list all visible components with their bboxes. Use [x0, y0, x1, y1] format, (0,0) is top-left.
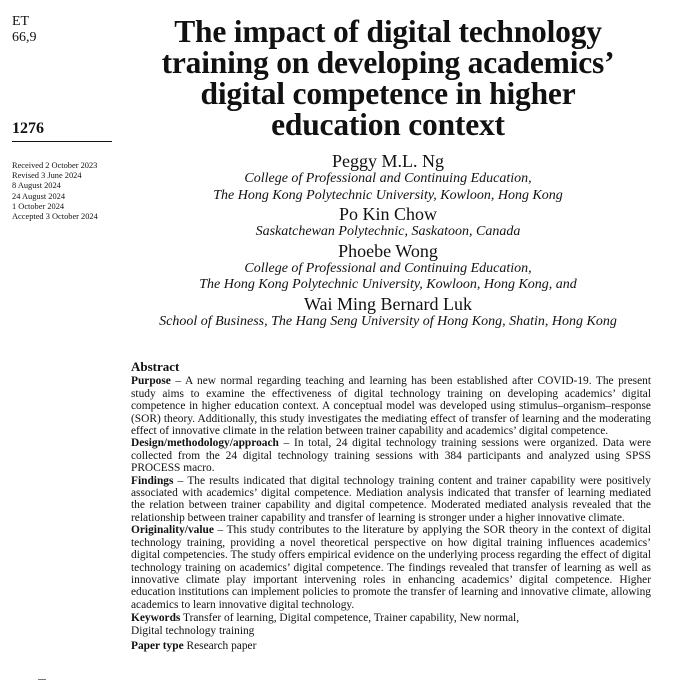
abstract-design [131, 437, 651, 474]
section-text: This study contributes to the literature by applying the SOR theory in the context of digital technology training, providing a novel theoretical perspective on how digital training influences academics’ digital competencies. The study offers empirical evidence on the underlying process regarding the effect of digital technology training on academics’ digital competence. The findings revealed that transfer of learning as well as innovative climate play important intervening roles in enhancing academics’ digital competence. Higher education institutions can implement policies to promote the transfer of learning and innovative climate, allowing academics to learn innovative digital technology. [131, 524, 652, 611]
section-label: Purpose [131, 375, 171, 388]
keywords-label: Keywords [131, 612, 181, 625]
title-line: education context [271, 107, 505, 142]
section-label: Originality/value [131, 524, 214, 537]
section-separator: – [213, 524, 227, 537]
author-name: Po Kin Chow [338, 204, 437, 224]
abstract-findings [131, 475, 651, 525]
section-text: The results indicated that digital technology training content and trainer capability were positively associated with academics’ digital competence. Mediation analysis indicated that transfer of learning mediated the relation between trainer capability and digital competence. Moderated mediated analysis revealed that the relationship between trainer capability and transfer of learning is stronger under a higher innovative climate. [131, 474, 651, 524]
paper-type [131, 640, 651, 652]
author-name: Phoebe Wong [338, 240, 438, 261]
author-affiliation: School of Business, The Hang Seng University of Hong Kong, Shatin, Hong Kong [159, 313, 617, 329]
keywords-line: Digital technology training [131, 624, 255, 637]
section-text: In total, 24 digital technology training sessions were organized. Data were collected from the 24 digital technology training sessions with 384 participants and analyzed using SPSS PROCESS macro. [131, 437, 652, 475]
abstract-purpose [131, 375, 651, 437]
abstract [131, 361, 651, 652]
title-line: digital competence in higher [200, 76, 576, 111]
section-separator: – [278, 437, 295, 450]
journal-info [12, 14, 37, 46]
page-number-rule [12, 141, 112, 142]
keywords [131, 612, 651, 624]
history-item: Received 2 October 2023 [12, 161, 98, 170]
paper-title [118, 16, 658, 140]
section-label: Findings [131, 474, 174, 487]
keywords-line: Transfer of learning, Digital competence, Trainer capability, New normal, [183, 612, 520, 625]
author-affiliation: College of Professional and Continuing Education, [244, 260, 532, 276]
author-affiliation: The Hong Kong Polytechnic University, Kowloon, Hong Kong, and [199, 277, 577, 292]
title-line: The impact of digital technology [174, 14, 602, 49]
history-item: 8 August 2024 [12, 181, 61, 191]
author-name: Wai Ming Bernard Luk [303, 293, 472, 314]
page-number: 1276 [12, 120, 44, 137]
journal-code: ET [12, 14, 30, 29]
history-item: 1 October 2024 [12, 201, 65, 211]
journal-volume-issue: 66,9 [12, 30, 37, 45]
section-label: Design/methodology/approach [131, 437, 279, 450]
history-item: 24 August 2024 [12, 191, 66, 201]
title-line: training on developing academics’ [161, 45, 615, 80]
paper-type-value: Research paper [186, 639, 257, 652]
author-name: Peggy M.L. Ng [332, 151, 444, 171]
section-separator: – [173, 474, 188, 487]
author-block [118, 151, 658, 330]
author-affiliation: The Hong Kong Polytechnic University, Kowloon, Hong Kong [213, 187, 563, 203]
author-affiliation: College of Professional and Continuing Education, [244, 171, 532, 186]
article-history [12, 161, 98, 222]
page-edge-mark [38, 679, 46, 680]
history-item: Revised 3 June 2024 [12, 171, 82, 181]
abstract-heading: Abstract [131, 359, 180, 374]
author-affiliation: Saskatchewan Polytechnic, Saskatoon, Canada [255, 224, 521, 239]
section-text: A new normal regarding teaching and learning has been established after COVID-19. The present study aims to examine the effectiveness of digital technology training on developing academics’ digital competence in higher education context. A conceptual model was developed using stimulus–organism–response (SOR) theory. Additionally, this study investigates the mediating effect of transfer of learning and the moderating effect of innovative climate in the relation between trainer capability and academics’ digital competence. [131, 375, 651, 438]
section-separator: – [170, 375, 185, 388]
abstract-originality [131, 524, 651, 611]
history-item: Accepted 3 October 2024 [12, 212, 98, 222]
paper-type-label: Paper type [131, 639, 184, 652]
